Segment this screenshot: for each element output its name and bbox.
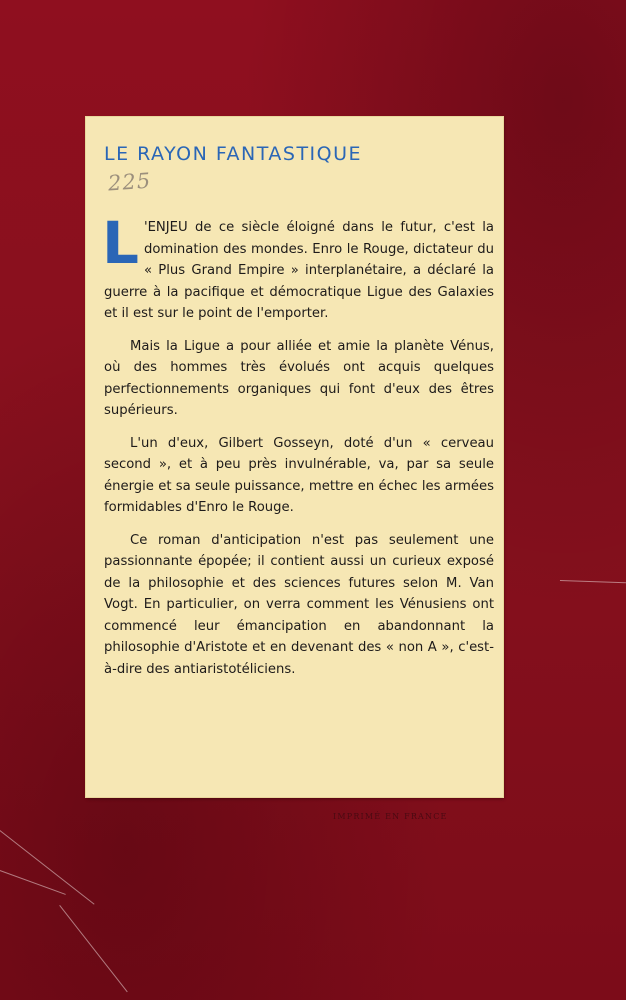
- cover-crease: [59, 905, 128, 992]
- blurb-paragraph: Mais la Ligue a pour alliée et amie la planète Vénus, où des hommes très évolués ont acquis quelques perfectionnements organiques qui font d'eux des êtres supérieurs.: [104, 338, 494, 418]
- handwritten-number: 225: [107, 168, 152, 196]
- blurb-text: [102, 209, 494, 691]
- blurb-label: [86, 117, 503, 797]
- printed-in-france: IMPRIMÉ EN FRANCE: [333, 812, 448, 821]
- blurb-paragraph: Ce roman d'anticipation n'est pas seulement une passionnante épopée; il contient aussi un curieux exposé de la philosophie et des sciences futures selon M. Van Vogt. En particulier, on verra comment les Vénusiens ont commencé leur émancipation en abandonnant la philosophie d'Aristote et en devenant des « non A », c'est-à-dire des antiaristotéliciens.: [104, 532, 494, 677]
- cover-crease: [0, 830, 95, 905]
- series-title: LE RAYON FANTASTIQUE: [104, 143, 363, 165]
- blurb-paragraph: L'un d'eux, Gilbert Gosseyn, doté d'un « cerveau second », et à peu près invulnérable, va, par sa seule énergie et sa seule puissance, mettre en échec les armées formidables d'Enro le Rouge.: [104, 435, 494, 515]
- cover-crease: [560, 580, 626, 583]
- drop-cap: L: [102, 209, 139, 277]
- blurb-paragraph: L 'ENJEU de ce siècle éloigné dans le futur, c'est la domination des mondes. Enro le Rouge, dictateur du « Plus Grand Empire » interplanétaire, a déclaré la guerre à la pacifique et démocratique Ligue des Galaxies et il est sur le point de l'emporter.: [102, 209, 494, 321]
